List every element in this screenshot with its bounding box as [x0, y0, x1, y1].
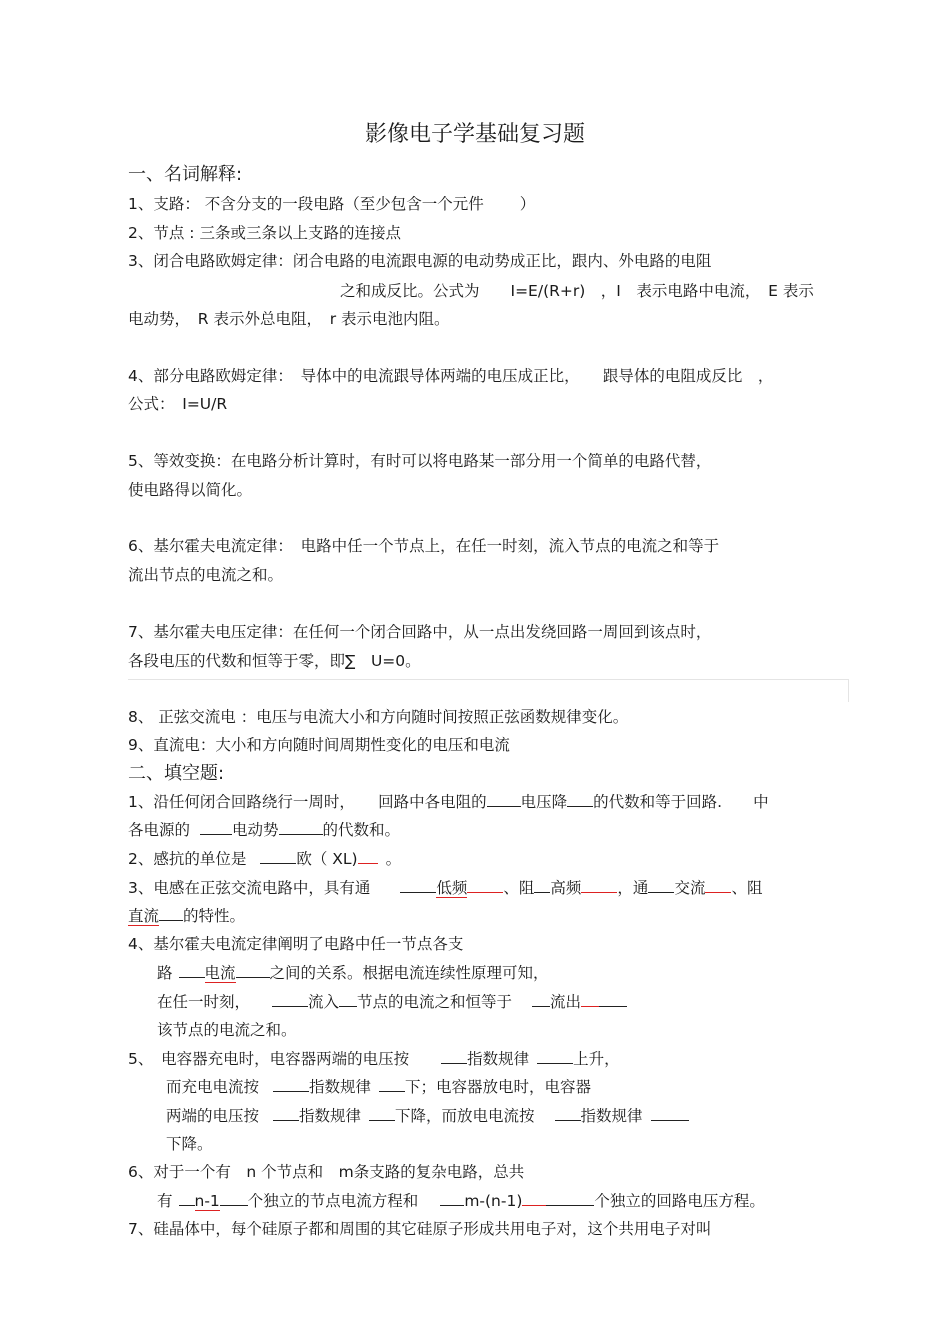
fill-question-5-line-2 [166, 1077, 591, 1097]
answer-blank [532, 1006, 550, 1007]
question-text: ，通 [617, 879, 649, 897]
definition-7-line-2: 各段电压的代数和恒等于零，即∑ U=0。 [128, 652, 421, 670]
definition-9: 9、直流电：大小和方向随时间周期性变化的电压和电流 [128, 736, 510, 754]
fill-question-3-line-2 [128, 906, 245, 926]
question-text: 的特性。 [183, 907, 246, 925]
answer-blank [648, 892, 674, 893]
question-text: 个独立的节点电流方程和 [247, 1192, 419, 1210]
answer-text: 低频 [436, 879, 468, 897]
question-text: 有 [157, 1192, 173, 1210]
answer-blank [273, 1120, 299, 1121]
answer-blank [236, 977, 270, 978]
question-text: 个独立的回路电压方程。 [594, 1192, 765, 1210]
fill-question-1-line-1 [128, 792, 769, 812]
answer-blank [179, 1205, 195, 1206]
answer-blank [651, 1120, 689, 1121]
fill-question-5-line-1 [128, 1049, 620, 1069]
question-text: 之间的关系。根据电流连续性原理可知， [269, 964, 549, 982]
answer-blank [358, 863, 378, 864]
answer-text: 欧（ XL) [296, 850, 358, 868]
question-text: 、阻 [503, 879, 535, 897]
definition-6-line-2: 流出节点的电流之和。 [128, 566, 284, 584]
answer-blank [220, 1205, 248, 1206]
answer-blank [555, 1120, 581, 1121]
answer-blank [487, 806, 521, 807]
definition-7-line-1: 7、基尔霍夫电压定律：在任何一个闭合回路中，从一点出发绕回路一周回到该点时， [128, 623, 712, 641]
question-text: 路 [157, 964, 173, 982]
fill-question-3-line-1 [128, 878, 762, 898]
fill-question-2 [128, 849, 401, 869]
question-text: 的代数和。 [322, 821, 401, 839]
answer-blank [567, 806, 593, 807]
definition-2: 2、节点 : 三条或三条以上支路的连接点 [128, 224, 401, 242]
fill-question-7: 7、硅晶体中，每个硅原子都和周围的其它硅原子形成共用电子对，这个共用电子对叫 [128, 1220, 712, 1238]
question-text: 5、 电容器充电时，电容器两端的电压按 [128, 1050, 410, 1068]
answer-blank [200, 834, 232, 835]
definition-1: 1、支路： 不含分支的一段电路（至少包含一个元件 ） [128, 195, 536, 213]
question-text: 2、感抗的单位是 [128, 850, 247, 868]
question-text: 在任一时刻， [157, 993, 251, 1011]
answer-text: n-1 [194, 1192, 220, 1210]
page-title: 影像电子学基础复习题 [364, 122, 585, 147]
answer-text: 流出 [550, 993, 582, 1011]
fill-question-6-line-2 [157, 1191, 765, 1211]
answer-text: 指数规律 [580, 1107, 643, 1125]
fill-question-4-line-4: 该节点的电流之和。 [157, 1021, 297, 1039]
answer-blank [279, 834, 323, 835]
definition-3-line-2: 之和成反比。公式为 I=E/(R+r) ，I 表示电路中电流， E 表示 [340, 282, 814, 300]
fill-question-6-line-1: 6、对于一个有 n 个节点和 m条支路的复杂电路，总共 [128, 1163, 525, 1181]
question-text: 3、电感在正弦交流电路中，具有通 [128, 879, 371, 897]
question-text: 的代数和等于回路. 中 [593, 793, 769, 811]
page-divider [128, 679, 849, 702]
fill-question-5-line-4: 下降。 [166, 1135, 213, 1153]
answer-blank [440, 1205, 464, 1206]
definition-4-line-1: 4、部分电路欧姆定律： 导体中的电流跟导体两端的电压成正比， 跟导体的电阻成反比 ， [128, 367, 774, 385]
fill-question-4-line-2 [157, 963, 549, 983]
question-text: 而充电电流按 [166, 1078, 260, 1096]
definition-8: 8、 正弦交流电 ：电压与电流大小和方向随时间按照正弦函数规律变化。 [128, 708, 629, 726]
answer-blank [581, 1006, 599, 1007]
question-text: 各电源的 [128, 821, 191, 839]
answer-blank [339, 1006, 357, 1007]
answer-blank [467, 892, 503, 893]
answer-text: 指数规律 [309, 1078, 372, 1096]
question-text: 上升， [573, 1050, 620, 1068]
fill-question-1-line-2 [128, 820, 400, 840]
answer-blank [273, 1091, 309, 1092]
answer-text: 直流 [128, 907, 160, 925]
question-text: 节点的电流之和恒等于 [357, 993, 513, 1011]
question-text: 两端的电压按 [166, 1107, 260, 1125]
definition-4-line-2: 公式： I=U/R [128, 395, 228, 413]
answer-blank [441, 1063, 467, 1064]
answer-blank [537, 1063, 573, 1064]
answer-text: 电动势 [232, 821, 279, 839]
definition-6-line-1: 6、基尔霍夫电流定律： 电路中任一个节点上，在任一时刻，流入节点的电流之和等于 [128, 537, 720, 555]
question-text: 、阻 [731, 879, 763, 897]
answer-blank [260, 863, 296, 864]
question-text: 。 [385, 850, 402, 868]
answer-blank [522, 1205, 546, 1206]
question-text: 下降，而放电电流按 [395, 1107, 535, 1125]
fill-question-5-line-3 [166, 1106, 689, 1126]
answer-blank [369, 1120, 395, 1121]
answer-text: 指数规律 [467, 1050, 530, 1068]
answer-text: 电流 [204, 964, 236, 982]
question-text: 1、沿任何闭合回路绕行一周时， 回路中各电阻的 [128, 793, 487, 811]
answer-text: 流入 [308, 993, 340, 1011]
answer-blank [379, 1091, 405, 1092]
fill-question-4-line-3 [157, 992, 627, 1012]
answer-blank [581, 892, 617, 893]
answer-text: m-(n-1) [464, 1192, 523, 1210]
fill-question-4-line-1: 4、基尔霍夫电流定律阐明了电路中任一节点各支 [128, 935, 464, 953]
answer-text: 高频 [550, 879, 582, 897]
section-heading-definitions: 一、名词解释: [128, 164, 243, 185]
definition-5-line-1: 5、等效变换：在电路分析计算时，有时可以将电路某一部分用一个简单的电路代替， [128, 452, 712, 470]
answer-blank [534, 892, 550, 893]
answer-blank [272, 1006, 308, 1007]
answer-blank [400, 892, 436, 893]
question-text: 下；电容器放电时，电容器 [405, 1078, 592, 1096]
answer-text: 指数规律 [299, 1107, 362, 1125]
answer-text: 交流 [674, 879, 706, 897]
definition-3-line-3: 电动势， R 表示外总电阻， r 表示电池内阻。 [128, 310, 450, 328]
definition-5-line-2: 使电路得以简化。 [128, 481, 253, 499]
definition-3-line-1: 3、闭合电路欧姆定律：闭合电路的电流跟电源的电动势成正比，跟内、外电路的电阻 [128, 252, 712, 270]
answer-blank [179, 977, 205, 978]
answer-blank [546, 1205, 594, 1206]
section-heading-fill-in: 二、填空题: [128, 763, 225, 784]
answer-blank [159, 920, 183, 921]
answer-blank [599, 1006, 627, 1007]
answer-blank [705, 892, 731, 893]
answer-text: 电压降 [520, 793, 568, 811]
